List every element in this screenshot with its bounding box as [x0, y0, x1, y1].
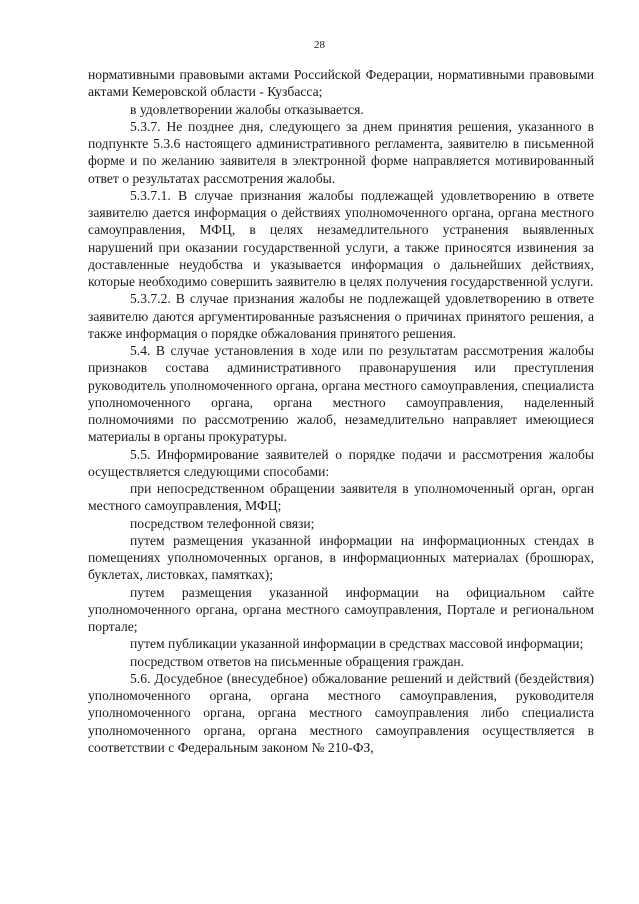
document-body [88, 66, 594, 756]
page-number: 28 [314, 39, 325, 51]
paragraph-5: 5.3.7.2. В случае признания жалобы не подлежащей удовлетворению в ответе заявителю даются аргументированные разъяснения о причинах принятого решения, а также информация о порядке обжалования принятого решения. [88, 291, 594, 341]
paragraph-11: путем размещения указанной информации на официальном сайте уполномоченного органа, органа местного самоуправления, Портале и региональном портале; [88, 584, 594, 634]
paragraph-14: 5.6. Досудебное (внесудебное) обжалование решений и действий (бездействия) уполномоченного органа, органа местного самоуправления, руководителя уполномоченного органа, органа местного самоуправления либо специалиста уполномоченного органа, органа местного самоуправления осуществляется в соответствии с Федеральным законом № 210-ФЗ, [88, 670, 594, 755]
paragraph-9: посредством телефонной связи; [130, 515, 315, 531]
paragraph-10: путем размещения указанной информации на информационных стендах в помещениях уполномоченных органов, в информационных материалах (брошюрах, буклетах, листовках, памятках); [88, 532, 594, 583]
paragraph-6: 5.4. В случае установления в ходе или по результатам рассмотрения жалобы признаков состава административного правонарушения или преступления руководитель уполномоченного органа, органа местного самоуправления, специалиста уполномоченного органа, органа местного самоуправления, наделенный полномочиями по рассмотрению жалоб, незамедлительно направляет имеющиеся материалы в органы прокуратуры. [88, 343, 594, 445]
paragraph-1: нормативными правовыми актами Российской Федерации, нормативными правовыми актами Кемеровской области - Кузбасса; [88, 67, 594, 100]
paragraph-7: 5.5. Информирование заявителей о порядке подачи и рассмотрения жалобы осуществляется следующими способами: [88, 446, 594, 479]
paragraph-12: путем публикации указанной информации в средствах массовой информации; [130, 636, 584, 652]
paragraph-8: при непосредственном обращении заявителя в уполномоченный орган, орган местного самоуправления, МФЦ; [88, 481, 594, 514]
paragraph-3: 5.3.7. Не позднее дня, следующего за днем принятия решения, указанного в подпункте 5.3.6 настоящего административного регламента, заявителю в письменной форме и по желанию заявителя в электронной форме направляется мотивированный ответ о результатах рассмотрения жалобы. [88, 118, 594, 186]
paragraph-13: посредством ответов на письменные обращения граждан. [130, 653, 465, 669]
paragraph-2: в удовлетворении жалобы отказывается. [130, 101, 364, 117]
paragraph-4: 5.3.7.1. В случае признания жалобы подлежащей удовлетворению в ответе заявителю дается информация о действиях уполномоченного органа, органа местного самоуправления, МФЦ, в целях незамедлительного устранения выявленных нарушений при оказании государственной услуги, а также приносятся извинения за доставленные неудобства и указывается информация о дальнейших действиях, которые необходимо совершить заявителю в целях получения государственной услуги. [88, 187, 594, 289]
